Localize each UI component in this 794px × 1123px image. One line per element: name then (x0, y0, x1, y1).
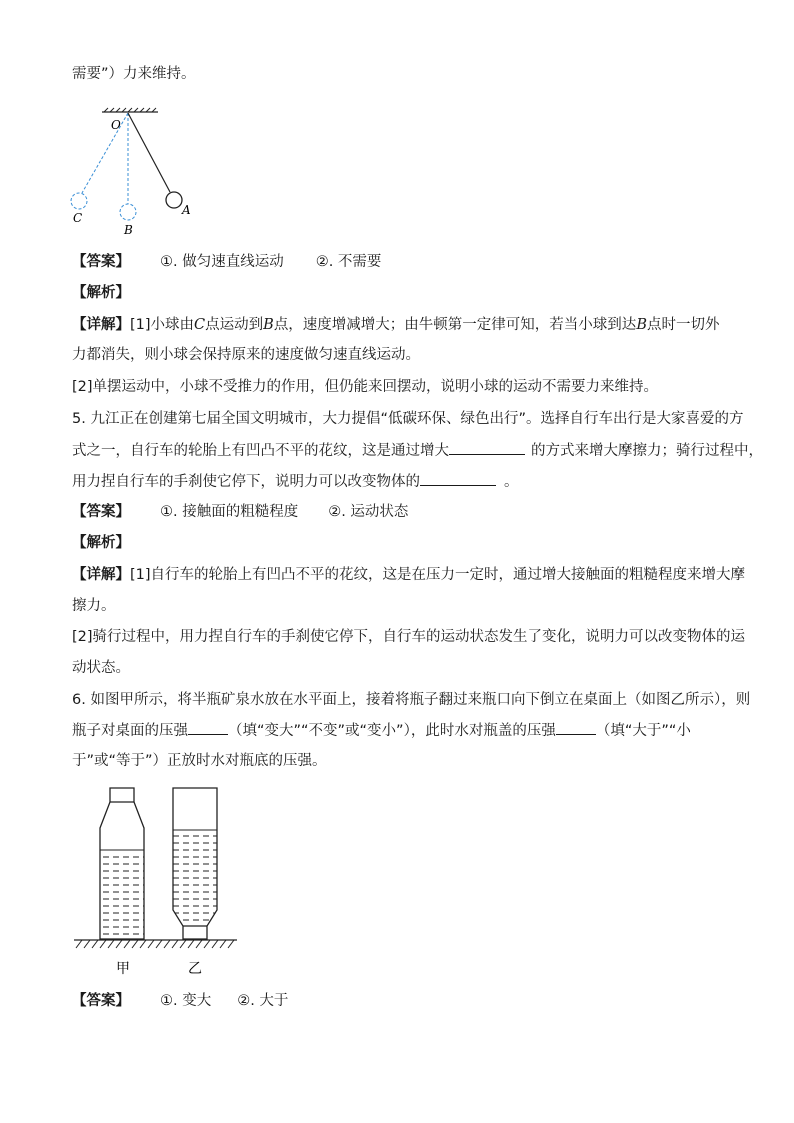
ball-b (120, 204, 136, 220)
label-yi: 乙 (188, 961, 202, 977)
q4-answer-2: ②. 不需要 (315, 254, 382, 270)
answer-tag: 【答案】 (72, 504, 130, 520)
q5-analysis-tag: 【解析】 (72, 535, 130, 551)
stem-text: 瓶子对桌面的压强 (72, 723, 188, 739)
label-jia: 甲 (116, 961, 130, 977)
detail-text: 点运动到 (205, 317, 264, 333)
answer-blank-1 (449, 440, 525, 455)
ball-a (166, 192, 182, 208)
q5-answer-1: ①. 接触面的粗糙程度 (160, 504, 299, 520)
answer-tag: 【答案】 (72, 993, 130, 1009)
answer-blank-2 (420, 471, 496, 486)
q6-answer-1: ①. 变大 (160, 993, 212, 1009)
stem-text: （填“大于”“小 (595, 723, 691, 739)
q5-stem-line-1: 5. 九江正在创建第七届全国文明城市，大力提倡“低碳环保、绿色出行”。选择自行车出行是大家喜爱的方 (72, 411, 744, 427)
label-a: A (182, 203, 191, 217)
water-yi (173, 830, 217, 910)
label-b: B (124, 223, 133, 237)
q6-stem-line-1: 6. 如图甲所示，将半瓶矿泉水放在水平面上，接着将瓶子翻过来瓶口向下倒立在桌面上（如图乙所示），则 (72, 692, 751, 708)
q4-detail-line-1 (72, 315, 719, 335)
stem-text: 用力捏自行车的手刹使它停下，说明力可以改变物体的 (72, 474, 420, 490)
q5-detail-line-1 (72, 565, 745, 585)
ball-c (71, 193, 87, 209)
water-jia (100, 850, 144, 939)
stem-text: 的方式来增大摩擦力；骑行过程中， (531, 443, 763, 459)
q5-answer-line (72, 502, 408, 522)
answer-blank-2 (556, 720, 596, 735)
point-b: B (636, 317, 647, 333)
answer-blank-1 (188, 720, 228, 735)
q4-answer-line (72, 252, 381, 272)
q4-analysis-tag: 【解析】 (72, 285, 130, 301)
point-c: C (194, 317, 206, 333)
stem-text: 。 (504, 474, 519, 490)
stem-text: （填“变大”“不变”或“变小”），此时水对瓶盖的压强 (228, 723, 556, 739)
q4-answer-1: ①. 做匀速直线运动 (160, 254, 284, 270)
q5-detail-line-2: 擦力。 (72, 598, 116, 614)
q6-answer-line (72, 991, 288, 1011)
q4-detail-line-3: [2]单摆运动中，小球不受推力的作用，但仍能来回摆动，说明小球的运动不需要力来维持。 (72, 379, 659, 395)
ground-hatch (76, 940, 234, 948)
q5-detail-line-3: [2]骑行过程中，用力捏自行车的手刹使它停下，自行车的运动状态发生了变化，说明力可以改变物体的运 (72, 629, 746, 645)
q5-answer-2: ②. 运动状态 (328, 504, 409, 520)
string-to-a (128, 113, 170, 192)
point-b: B (263, 317, 274, 333)
detail-tag: 【详解】 (72, 567, 130, 583)
string-to-c (82, 113, 128, 193)
detail-text: [1]小球由 (130, 317, 195, 333)
q6-stem-line-3: 于”或“等于”）正放时水对瓶底的压强。 (72, 753, 327, 769)
detail-text: 点，速度增减增大；由牛顿第一定律可知，若当小球到达 (273, 317, 637, 333)
pendulum-figure (73, 108, 210, 240)
q6-stem-line-2 (72, 720, 691, 741)
q4-detail-line-2: 力都消失，则小球会保持原来的速度做匀速直线运动。 (72, 347, 420, 363)
question-continuation: 需要”）力来维持。 (72, 66, 196, 82)
answer-tag: 【答案】 (72, 254, 130, 270)
bottle-jia (100, 788, 144, 939)
stem-text: 式之一，自行车的轮胎上有凹凸不平的花纹，这是通过增大 (72, 443, 449, 459)
bottles-figure (72, 784, 242, 979)
label-o: O (111, 118, 121, 132)
detail-text: [1]自行车的轮胎上有凹凸不平的花纹，这是在压力一定时，通过增大接触面的粗糙程度来增大摩 (130, 567, 746, 583)
detail-tag: 【详解】 (72, 317, 130, 333)
q5-stem-line-3 (72, 471, 519, 492)
q5-detail-line-4: 动状态。 (72, 660, 130, 676)
q6-answer-2: ②. 大于 (237, 993, 289, 1009)
q5-stem-line-2 (72, 440, 763, 461)
bottle-yi (173, 788, 217, 939)
detail-text: 点时一切外 (646, 317, 720, 333)
label-c: C (73, 211, 83, 225)
